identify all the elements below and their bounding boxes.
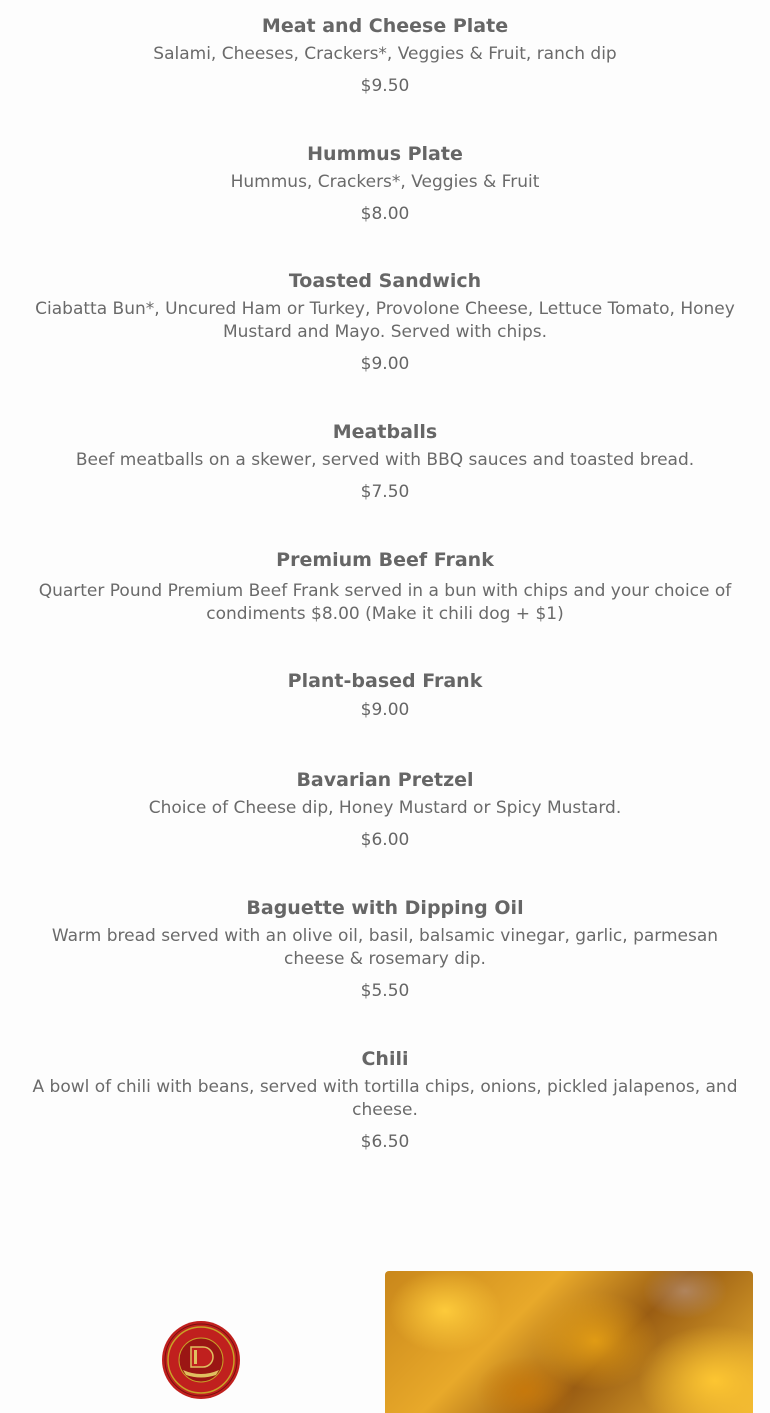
item-price: $9.00 bbox=[360, 700, 410, 720]
item-description: Warm bread served with an olive oil, basil, balsamic vinegar, garlic, parmesan cheese & rosemary dip. bbox=[51, 926, 719, 969]
item-price: $6.00 bbox=[360, 830, 410, 850]
item-name: Bavarian Pretzel bbox=[296, 769, 474, 791]
item-name: Chili bbox=[361, 1048, 409, 1070]
item-name: Meatballs bbox=[332, 421, 438, 443]
item-description: Salami, Cheeses, Crackers*, Veggies & Fruit, ranch dip bbox=[153, 44, 617, 64]
item-name: Premium Beef Frank bbox=[276, 549, 494, 571]
meadkrieger-logo[interactable] bbox=[161, 1320, 241, 1400]
menu-item bbox=[25, 142, 745, 226]
menu-item bbox=[25, 768, 745, 852]
menu-item bbox=[25, 14, 745, 98]
item-description: Choice of Cheese dip, Honey Mustard or Spicy Mustard. bbox=[148, 798, 622, 818]
menu-item bbox=[25, 1047, 745, 1154]
menu-item bbox=[25, 896, 745, 1003]
item-name: Toasted Sandwich bbox=[288, 270, 482, 292]
item-name: Plant-based Frank bbox=[287, 670, 483, 692]
yellow-flowers-photo bbox=[385, 1271, 753, 1413]
item-price: $9.00 bbox=[360, 354, 410, 374]
menu-item bbox=[25, 548, 745, 626]
item-description: A bowl of chili with beans, served with tortilla chips, onions, pickled jalapenos, and cheese. bbox=[32, 1077, 738, 1120]
item-name: Baguette with Dipping Oil bbox=[246, 897, 524, 919]
menu-item bbox=[25, 269, 745, 376]
item-description: Quarter Pound Premium Beef Frank served in a bun with chips and your choice of condiments $8.00 (Make it chili dog + $1) bbox=[38, 581, 732, 624]
menu-item bbox=[25, 420, 745, 504]
item-description: Beef meatballs on a skewer, served with BBQ sauces and toasted bread. bbox=[75, 450, 695, 470]
menu-item bbox=[25, 669, 745, 722]
item-price: $6.50 bbox=[360, 1132, 410, 1152]
item-price: $7.50 bbox=[360, 482, 410, 502]
item-price: $9.50 bbox=[360, 76, 410, 96]
item-name: Meat and Cheese Plate bbox=[261, 15, 509, 37]
item-description: Ciabatta Bun*, Uncured Ham or Turkey, Provolone Cheese, Lettuce Tomato, Honey Mustard and Mayo. Served with chips. bbox=[35, 299, 735, 342]
seal-icon bbox=[161, 1320, 241, 1400]
item-name: Hummus Plate bbox=[307, 143, 463, 165]
item-price: $5.50 bbox=[360, 981, 410, 1001]
item-price: $8.00 bbox=[360, 204, 410, 224]
item-description: Hummus, Crackers*, Veggies & Fruit bbox=[230, 172, 540, 192]
